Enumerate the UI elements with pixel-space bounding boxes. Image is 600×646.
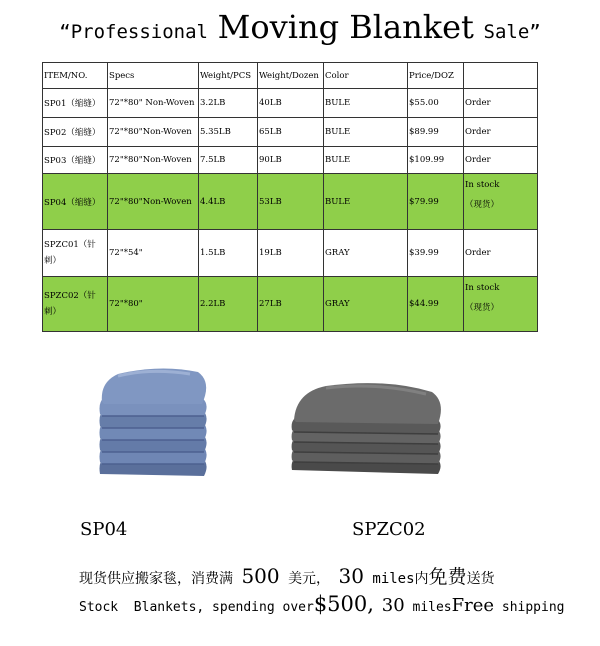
- cell-specs: 72"*80": [108, 277, 199, 332]
- cell-item: [43, 277, 108, 332]
- cell-color: BULE: [324, 174, 408, 230]
- table-header-row: [43, 63, 538, 89]
- price-table: [42, 62, 538, 332]
- cell-color: GRAY: [324, 277, 408, 332]
- caption-spzc02: SPZC02: [352, 519, 426, 540]
- spzc02-blanket-stack: [292, 383, 441, 474]
- cell-specs: 72"*80"Non-Woven: [108, 118, 199, 147]
- header-item: ITEM/NO.: [43, 63, 108, 89]
- promo-en-miles: miles: [412, 600, 452, 615]
- header-action: [464, 63, 538, 89]
- stock-status-cn: （现货）: [465, 303, 500, 313]
- cell-color: GRAY: [324, 230, 408, 277]
- stock-status: [464, 174, 538, 230]
- cell-specs: 72"*80"Non-Woven: [108, 147, 199, 174]
- promo-en-a: Stock Blankets, spending over: [79, 600, 314, 615]
- sp04-blanket-image: [90, 362, 214, 486]
- table-row: [43, 89, 538, 118]
- table-row: [43, 230, 538, 277]
- spzc02-blanket-image: [286, 378, 448, 478]
- promo-cn-miles-number: 30: [338, 564, 364, 588]
- stock-status-cn: （现货）: [465, 200, 500, 210]
- table-row-highlighted: [43, 277, 538, 332]
- promo-cn-f: 内: [414, 571, 429, 587]
- cell-weight-dozen: 40LB: [258, 89, 324, 118]
- cell-price: $55.00: [408, 89, 464, 118]
- cell-weight-dozen: 27LB: [258, 277, 324, 332]
- stock-status-en: In stock: [465, 283, 500, 293]
- sp04-blanket-stack: [100, 368, 207, 476]
- cell-item-line1: SPZC01（针: [44, 240, 96, 250]
- promo-cn-c: 美元，: [288, 571, 331, 587]
- caption-sp04: SP04: [80, 519, 128, 540]
- stock-status-en: In stock: [465, 180, 500, 190]
- promo-english: [79, 592, 565, 616]
- cell-specs: 72"*80"Non-Woven: [108, 174, 199, 230]
- title-professional: Professional: [70, 21, 208, 43]
- cell-color: BULE: [324, 89, 408, 118]
- cell-color: BULE: [324, 147, 408, 174]
- cell-price: $44.99: [408, 277, 464, 332]
- promo-cn-miles: miles: [372, 571, 415, 587]
- cell-weight-dozen: 90LB: [258, 147, 324, 174]
- cell-price: $109.99: [408, 147, 464, 174]
- order-link[interactable]: Order: [464, 230, 538, 277]
- cell-item-line2: 刺）: [44, 256, 62, 266]
- promo-cn-free: 免费: [428, 566, 467, 588]
- table-row: [43, 118, 538, 147]
- header-weight-dozen: Weight/Dozen: [258, 63, 324, 89]
- cell-color: BULE: [324, 118, 408, 147]
- promo-en-free: Free: [451, 595, 495, 616]
- cell-weight-pcs: 2.2LB: [199, 277, 258, 332]
- cell-weight-pcs: 1.5LB: [199, 230, 258, 277]
- promo-cn-amount: 500: [241, 564, 280, 588]
- cell-item: SP02（缩缝）: [43, 118, 108, 147]
- cell-specs: 72"*80" Non-Woven: [108, 89, 199, 118]
- promo-chinese: [79, 562, 495, 589]
- title-open-quote: “: [59, 21, 71, 43]
- cell-item: SP04（缩缝）: [43, 174, 108, 230]
- order-link[interactable]: Order: [464, 118, 538, 147]
- cell-weight-dozen: 65LB: [258, 118, 324, 147]
- table-row-highlighted: [43, 174, 538, 230]
- cell-weight-pcs: 7.5LB: [199, 147, 258, 174]
- header-price: Price/DOZ: [408, 63, 464, 89]
- cell-price: $39.99: [408, 230, 464, 277]
- cell-item: [43, 230, 108, 277]
- cell-weight-dozen: 19LB: [258, 230, 324, 277]
- promo-cn-a: 现货供应搬家毯，消费满: [79, 571, 233, 587]
- page-title: [0, 8, 600, 46]
- cell-price: $79.99: [408, 174, 464, 230]
- cell-item: SP03（缩缝）: [43, 147, 108, 174]
- cell-item-line1: SPZC02（针: [44, 291, 96, 301]
- cell-item: SP01（缩缝）: [43, 89, 108, 118]
- cell-weight-pcs: 3.2LB: [199, 89, 258, 118]
- promo-en-shipping: shipping: [501, 600, 565, 615]
- table-row: [43, 147, 538, 174]
- order-link[interactable]: Order: [464, 89, 538, 118]
- cell-weight-pcs: 4.4LB: [199, 174, 258, 230]
- header-weight-pcs: Weight/PCS: [199, 63, 258, 89]
- cell-weight-pcs: 5.35LB: [199, 118, 258, 147]
- promo-en-miles-number: 30: [381, 595, 405, 616]
- promo-en-amount: $500,: [313, 592, 374, 616]
- stock-status: [464, 277, 538, 332]
- title-close-quote: ”: [529, 21, 541, 43]
- header-color: Color: [324, 63, 408, 89]
- title-sale: Sale: [483, 21, 530, 43]
- cell-specs: 72"*54": [108, 230, 199, 277]
- cell-item-line2: 刺）: [44, 307, 62, 317]
- cell-price: $89.99: [408, 118, 464, 147]
- cell-weight-dozen: 53LB: [258, 174, 324, 230]
- title-main: Moving Blanket: [217, 8, 474, 46]
- order-link[interactable]: Order: [464, 147, 538, 174]
- header-specs: Specs: [108, 63, 199, 89]
- promo-cn-h: 送货: [466, 571, 495, 587]
